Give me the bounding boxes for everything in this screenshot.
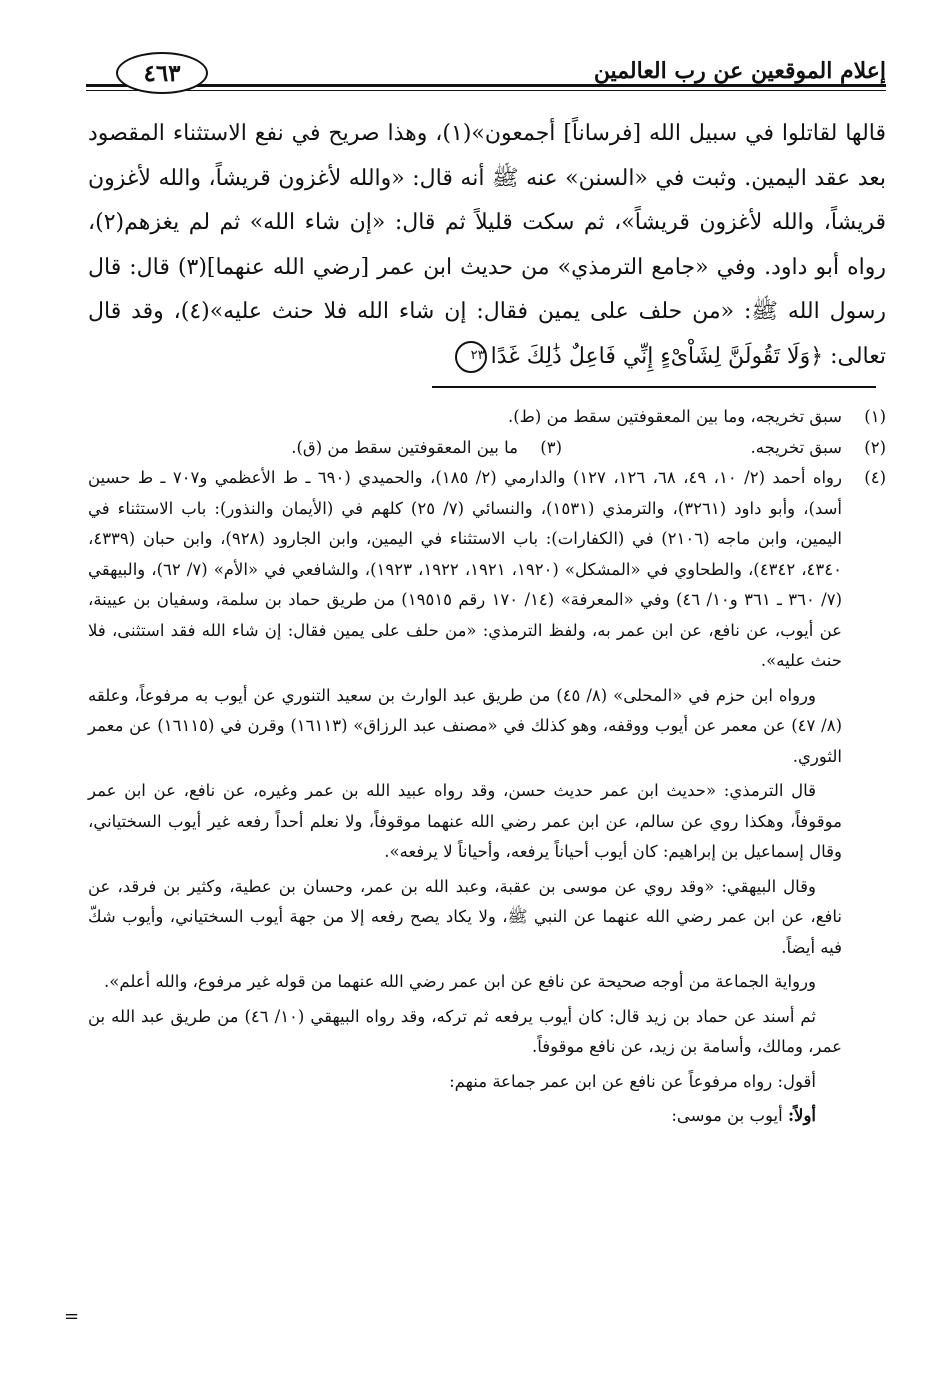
footnote-1 <box>88 402 886 433</box>
footnote-3-number: (٣) <box>540 437 562 457</box>
footnote-4-paragraph-f: أقول: رواه مرفوعاً عن نافع عن ابن عمر جماعة منهم: <box>449 1071 816 1091</box>
main-paragraph <box>88 112 886 379</box>
main-text <box>88 112 886 379</box>
footnote-1-text: سبق تخريجه، وما بين المعقوفتين سقط من (ط). <box>507 407 842 426</box>
book-title: إعلام الموقعين عن رب العالمين <box>593 58 886 84</box>
footnote-1-number: (١) <box>864 407 886 426</box>
footnote-4 <box>88 463 886 677</box>
footnote-2-number: (٢) <box>864 437 886 457</box>
footnote-4-paragraph-g-text: أيوب بن موسى: <box>671 1106 783 1125</box>
running-header <box>86 40 886 102</box>
footnote-2-3-row <box>88 433 886 464</box>
footnote-4-paragraph-c: وقال البيهقي: «وقد روي عن موسى بن عقبة، وعبد الله بن عمر، وحسان بن عطية، وكثير بن فرقد، عن نافع، عن ابن عمر رضي الله عنهما عن النبي ﷺ، ولا يكاد يصح رفعه إلا من جهة أيوب السختياني، وأيوب شكّ فيه أيضاً. <box>88 876 842 957</box>
page-number-badge: ٤٦٣ <box>116 52 208 94</box>
enumeration-label: أولاً: <box>787 1106 816 1125</box>
footnote-3-text: ما بين المعقوفتين سقط من (ق). <box>291 437 518 457</box>
footnote-4-paragraph-e: ثم أسند عن حماد بن زيد قال: كان أيوب يرفعه ثم تركه، وقد رواه البيهقي (١٠/ ٤٦) من طريق عبد الله بن عمر، ومالك، وأسامة بن زيد، عن نافع موقوفاً. <box>88 1006 842 1056</box>
footnote-divider <box>432 386 876 388</box>
verse-end-marker: ٢٣ <box>455 341 487 373</box>
header-rule-thin <box>86 90 886 91</box>
footnote-2-text: سبق تخريجه. <box>750 437 842 457</box>
footnote-4-text: رواه أحمد (٢/ ١٠، ٤٩، ٦٨، ١٢٦، ١٢٧) والدارمي (٢/ ١٨٥)، والحميدي (٦٩٠ ـ ط الأعظمي و٧٠٧ ـ ط حسين أسد)، وأبو داود (٣٢٦١)، والترمذي (١٥٣١)، والنسائي (٧/ ٢٥) كلهم في (الأيمان والنذور): باب الاستثناء في اليمين، وابن ماجه (٢١٠٦) في (الكفارات): باب الاستثناء في اليمين، وابن الجارود (٩٢٨)، وابن حبان (٤٣٣٩، ٤٣٤٠، ٤٣٤٢)، والطحاوي في «المشكل» (١٩٢٠، ١٩٢١، ١٩٢٢، ١٩٢٣)، والشافعي في «الأم» (٧/ ٦٢)، والبيهقي (٧/ ٣٦٠ ـ ٣٦١ و١٠/ ٤٦) وفي «المعرفة» (١٤/ ١٧٠ رقم ١٩٥١٥) من طريق حماد بن سلمة، وسفيان بن عيينة، عن أيوب، عن نافع، عن ابن عمر به، ولفظ الترمذي: «من حلف على يمين فقال: إن شاء الله فقد استثنى، فلا حنث عليه». <box>88 468 843 670</box>
continuation-mark: = <box>64 1306 80 1327</box>
footnote-4-paragraph-a: ورواه ابن حزم في «المحلى» (٨/ ٤٥) من طريق عبد الوارث بن سعيد التنوري عن أيوب به مرفوعاً، وعلقه (٨/ ٤٧) عن معمر عن أيوب ووقفه، وهو كذلك في «مصنف عبد الرزاق» (١٦١١٣) وقرن في (١٦١١٥) عن معمر الثوري. <box>88 685 842 766</box>
footnote-4-paragraph-d: ورواية الجماعة من أوجه صحيحة عن نافع عن ابن عمر رضي الله عنهما من قوله غير مرفوع، والله أعلم». <box>104 972 816 991</box>
footnote-4-number: (٤) <box>864 468 886 487</box>
footnote-4-paragraph-b: قال الترمذي: «حديث ابن عمر حديث حسن، وقد رواه عبيد الله بن عمر وغيره، عن نافع، عن ابن عمر موقوفاً، وهكذا روي عن سالم، عن ابن عمر رضي الله عنهما موقوفاً، ولا نعلم أحداً رفعه غير أيوب السختياني، وقال إسماعيل بن إبراهيم: كان أيوب أحياناً يرفعه، وأحياناً لا يرفعه». <box>88 781 842 861</box>
footnote-4-paragraph-g <box>88 1101 886 1132</box>
main-paragraph-text: قالها لقاتلوا في سبيل الله [فرساناً] أجمعون»(١)، وهذا صريح في نفع الاستثناء المقصود بعد عقد اليمين. وثبت في «السنن» عنه ﷺ أنه قال: «والله لأغزون قريشاً، والله لأغزون قريشاً، والله لأغزون قريشاً»، ثم سكت قليلاً ثم قال: «إن شاء الله» ثم لم يغزهم(٢)، رواه أبو داود. وفي «جامع الترمذي» من حديث ابن عمر [رضي الله عنهما](٣) قال: قال رسول الله ﷺ: «من حلف على يمين فقال: إن شاء الله فلا حنث عليه»(٤)، وقد قال تعالى: ﴿وَلَا تَقُولَنَّ لِشَاْىْءٍ إِنِّي فَاعِلٌ ذَٰلِكَ غَدًا <box>88 121 887 369</box>
footnotes <box>88 402 886 1132</box>
header-rule-thick <box>86 84 886 87</box>
